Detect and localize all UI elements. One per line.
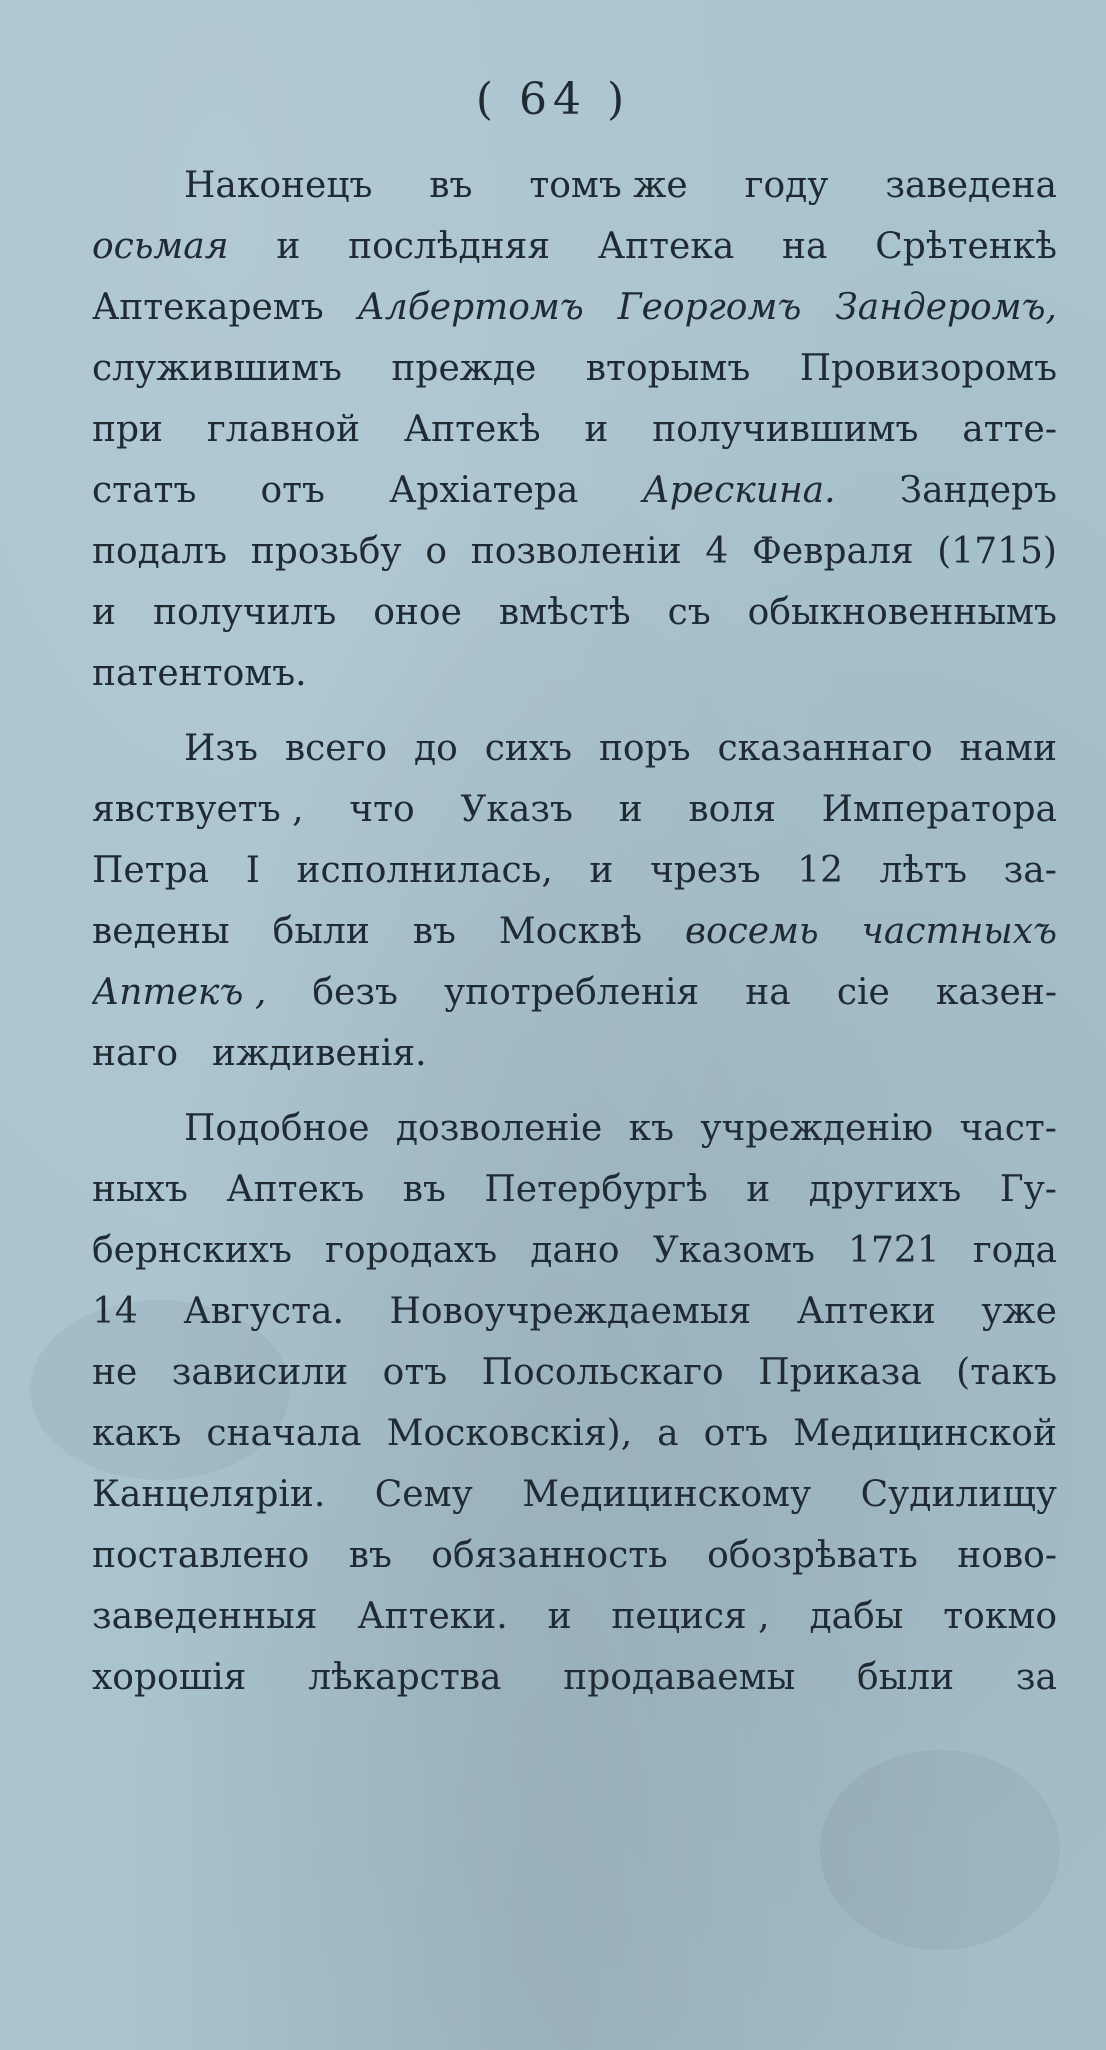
- word: отъ: [703, 1413, 769, 1454]
- word: нами: [959, 728, 1057, 769]
- word: и: [589, 850, 614, 891]
- text-line: [92, 460, 1057, 521]
- word: получившимъ: [652, 409, 919, 450]
- word: казен-: [935, 972, 1057, 1013]
- word: ныхъ: [92, 1169, 188, 1210]
- page-number: ( 64 ): [475, 74, 631, 125]
- word: сіе: [836, 972, 890, 1013]
- text-line: [92, 1220, 1057, 1281]
- word: отъ: [382, 1352, 448, 1393]
- word: въ: [429, 165, 473, 206]
- word: были: [856, 1657, 955, 1698]
- word: зависили: [171, 1352, 349, 1393]
- word: исполнилась,: [296, 850, 553, 891]
- text-line: [92, 1281, 1057, 1342]
- text-line: [92, 1586, 1057, 1647]
- word: осьмая: [92, 226, 229, 267]
- word: Приказа: [758, 1352, 922, 1393]
- word: дозволеніе: [395, 1108, 603, 1149]
- word: дабы: [809, 1596, 904, 1637]
- word: въ: [348, 1535, 392, 1576]
- word: безъ: [312, 972, 398, 1013]
- word: Сему: [374, 1474, 473, 1515]
- word: Архіатера: [389, 470, 579, 511]
- text-line: [92, 521, 1057, 582]
- word: что: [349, 789, 415, 830]
- word: Аптекаремъ: [92, 287, 324, 328]
- word: 12: [797, 850, 844, 891]
- word: хорошія: [92, 1657, 247, 1698]
- text-line: [92, 582, 1057, 643]
- word: бернскихъ: [92, 1230, 292, 1271]
- word: статъ: [92, 470, 197, 511]
- word: Аптекѣ: [403, 409, 541, 450]
- word: Албертомъ: [357, 287, 584, 328]
- word: Аптека: [597, 226, 735, 267]
- word: за-: [1003, 850, 1057, 891]
- text-line: [92, 718, 1057, 779]
- paragraph: [92, 155, 1057, 704]
- word: а: [657, 1413, 679, 1454]
- paragraph-gap: [92, 1084, 1057, 1098]
- word: Канцеляріи.: [92, 1474, 326, 1515]
- word: Петербургѣ: [484, 1169, 708, 1210]
- word: явствуетъ ,: [92, 789, 304, 830]
- text-line: [92, 399, 1057, 460]
- word: аттe-: [962, 409, 1057, 450]
- word: поръ: [598, 728, 691, 769]
- word: обязанность: [431, 1535, 668, 1576]
- word: употребленія: [444, 972, 700, 1013]
- text-line: [92, 1403, 1057, 1464]
- word: къ: [628, 1108, 675, 1149]
- text-line: [92, 840, 1057, 901]
- text-line: [92, 155, 1057, 216]
- word: Москвѣ: [498, 911, 643, 952]
- word: о: [425, 531, 448, 572]
- word: ново-: [957, 1535, 1057, 1576]
- word: токмо: [943, 1596, 1057, 1637]
- body-text: [92, 155, 1057, 1708]
- word: продаваемы: [563, 1657, 796, 1698]
- word: Зандеромъ,: [835, 287, 1057, 328]
- word: обозрѣвать: [707, 1535, 918, 1576]
- word: I: [245, 850, 260, 891]
- word: Аптеки.: [357, 1596, 508, 1637]
- word: служившимъ: [92, 348, 342, 389]
- text-line: [92, 1098, 1057, 1159]
- word: Гу-: [999, 1169, 1057, 1210]
- word: и: [746, 1169, 771, 1210]
- word: съ: [667, 592, 711, 633]
- text-line: [92, 643, 1057, 704]
- word: ведены: [92, 911, 230, 952]
- word: сказаннаго: [717, 728, 933, 769]
- word: Посольскаго: [481, 1352, 724, 1393]
- text-line: [92, 962, 1057, 1023]
- word: прозьбу: [250, 531, 402, 572]
- word: городахъ: [325, 1230, 498, 1271]
- word: послѣдняя: [348, 226, 551, 267]
- paragraph: [92, 1098, 1057, 1708]
- text-line: [92, 338, 1057, 399]
- word: отъ: [260, 470, 325, 511]
- word: поставлено: [92, 1535, 310, 1576]
- word: Зандеръ: [899, 470, 1057, 511]
- word: Февраля: [752, 531, 914, 572]
- word: другихъ: [808, 1169, 962, 1210]
- text-line: [92, 277, 1057, 338]
- word: оное: [373, 592, 462, 633]
- word: были: [272, 911, 370, 952]
- word: заведенныя: [92, 1596, 318, 1637]
- word: Георгомъ: [617, 287, 802, 328]
- word: и: [92, 592, 116, 633]
- text-line: [92, 1342, 1057, 1403]
- word: всего: [284, 728, 388, 769]
- word: при: [92, 409, 164, 450]
- word: на: [745, 972, 791, 1013]
- word: Подобное: [184, 1108, 370, 1149]
- text-line: [92, 901, 1057, 962]
- word: за: [1015, 1657, 1057, 1698]
- word: част-: [959, 1108, 1057, 1149]
- paragraph-gap: [92, 704, 1057, 718]
- paragraph: [92, 718, 1057, 1084]
- word: уже: [981, 1291, 1057, 1332]
- word: Императора: [821, 789, 1057, 830]
- word: вторымъ: [585, 348, 751, 389]
- word: 1721: [848, 1230, 940, 1271]
- word: (такъ: [956, 1352, 1057, 1393]
- word: Аптекъ ,: [92, 972, 267, 1013]
- text-line: [92, 1159, 1057, 1220]
- word: лѣтъ: [879, 850, 968, 891]
- text-line: [92, 216, 1057, 277]
- word: воля: [688, 789, 776, 830]
- word: Срѣтенкѣ: [875, 226, 1057, 267]
- word: чрезъ: [649, 850, 761, 891]
- text-line: [92, 1647, 1057, 1708]
- word: Медицинскому: [522, 1474, 812, 1515]
- word: 4: [705, 531, 729, 572]
- word: и: [618, 789, 643, 830]
- word: Петра: [92, 850, 210, 891]
- word: Московскія),: [386, 1413, 633, 1454]
- word: обыкновеннымъ: [747, 592, 1057, 633]
- paper-stain: [820, 1750, 1060, 1950]
- word: Аптеки: [796, 1291, 936, 1332]
- word: подалъ: [92, 531, 228, 572]
- word: восемь: [685, 911, 819, 952]
- word: вмѣстѣ: [498, 592, 631, 633]
- word: не: [92, 1352, 138, 1393]
- word: и: [584, 409, 609, 450]
- word: главной: [206, 409, 361, 450]
- word: Медицинской: [793, 1413, 1057, 1454]
- text-line: [92, 779, 1057, 840]
- word: пецися ,: [611, 1596, 770, 1637]
- word: наго: [92, 1033, 178, 1074]
- text-line: [92, 1525, 1057, 1586]
- word: учрежденію: [700, 1108, 934, 1149]
- word: 14: [92, 1291, 138, 1332]
- word: (1715): [937, 531, 1057, 572]
- word: прежде: [391, 348, 537, 389]
- word: Арескина.: [642, 470, 836, 511]
- word: получилъ: [152, 592, 337, 633]
- word: Указомъ: [652, 1230, 815, 1271]
- word: дано: [530, 1230, 620, 1271]
- word: патентомъ.: [92, 653, 307, 694]
- word: года: [972, 1230, 1057, 1271]
- word: Указъ: [460, 789, 573, 830]
- text-line: [92, 1023, 1057, 1084]
- word: и: [547, 1596, 572, 1637]
- word: сихъ: [484, 728, 573, 769]
- word: и: [276, 226, 301, 267]
- text-line: [92, 1464, 1057, 1525]
- word: лѣкарства: [308, 1657, 502, 1698]
- word: Новоучреждаемыя: [389, 1291, 752, 1332]
- word: позволеніи: [470, 531, 682, 572]
- word: Наконецъ: [184, 165, 373, 206]
- word: году: [744, 165, 829, 206]
- word: заведена: [885, 165, 1057, 206]
- word: Провизоромъ: [799, 348, 1057, 389]
- word: Изъ: [184, 728, 258, 769]
- word: сначала: [206, 1413, 362, 1454]
- word: частныхъ: [861, 911, 1057, 952]
- word: иждивенія.: [212, 1033, 427, 1074]
- word: какъ: [92, 1413, 182, 1454]
- word: въ: [402, 1169, 446, 1210]
- word: въ: [412, 911, 456, 952]
- word: Аптекъ: [226, 1169, 365, 1210]
- word: Августа.: [183, 1291, 344, 1332]
- word: на: [782, 226, 828, 267]
- word: Судилищу: [860, 1474, 1057, 1515]
- word: до: [413, 728, 458, 769]
- word: томъ же: [529, 165, 688, 206]
